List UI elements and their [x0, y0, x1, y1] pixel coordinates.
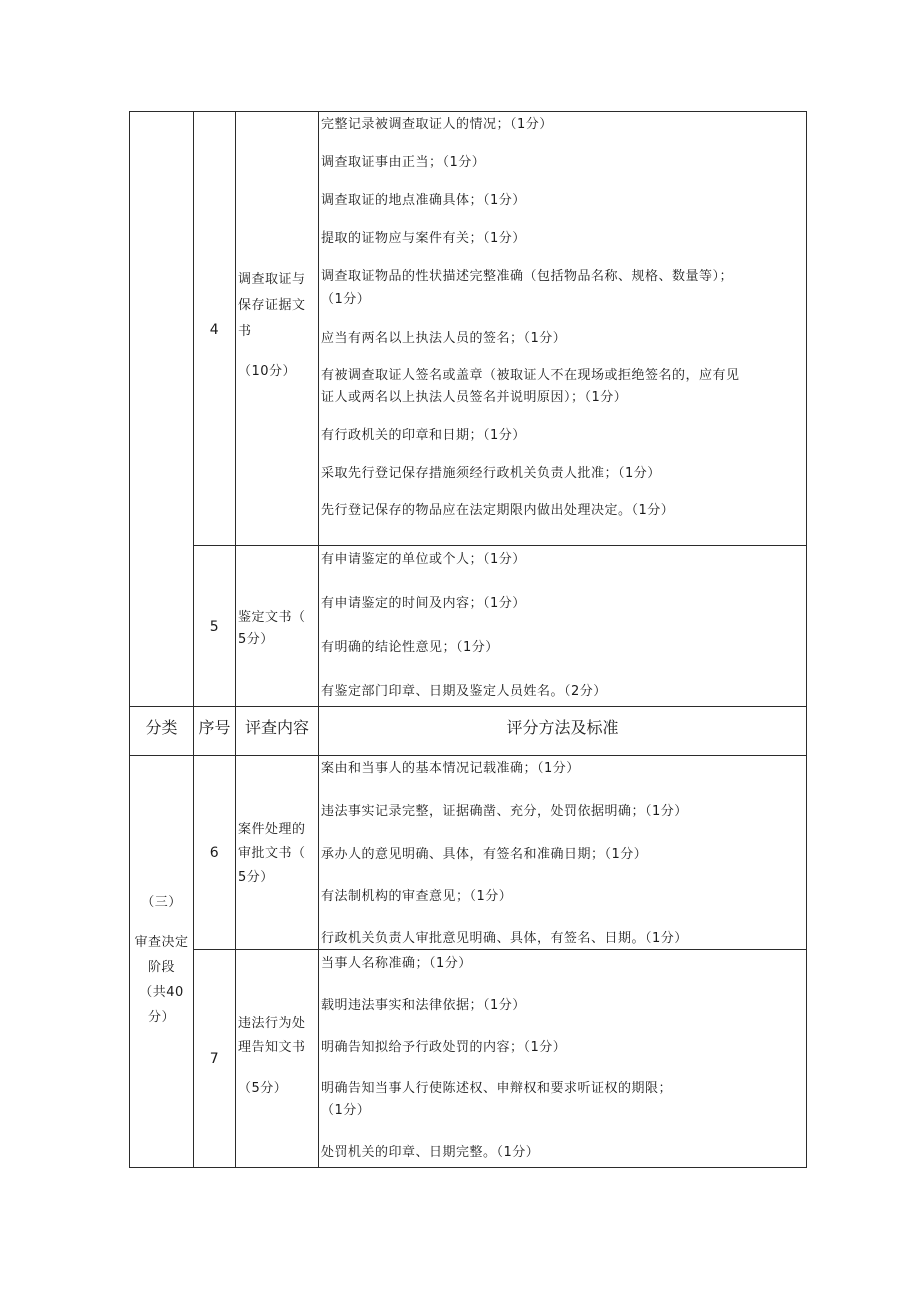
- category3-line1: （三）: [141, 895, 182, 910]
- category-column-divider: [193, 111, 194, 1168]
- row5-content-line2: 5分）: [238, 632, 274, 647]
- category3-line4: （共40: [139, 985, 184, 1000]
- header-category: 分类: [145, 718, 178, 737]
- row4-criterion-7b: 证人或两名以上执法人员签名并说明原因）；（1分）: [321, 390, 628, 405]
- row5-seq: 5: [209, 619, 220, 635]
- row5-criterion-2: 有申请鉴定的时间及内容；（1分）: [321, 596, 526, 611]
- row6-seq: 6: [209, 845, 220, 861]
- category3-line5: 分）: [147, 1010, 175, 1025]
- row7-criterion-5: 处罚机关的印章、日期完整。（1分）: [321, 1145, 540, 1160]
- header-content: 评查内容: [244, 718, 309, 737]
- row5-content-line1: 鉴定文书（: [238, 610, 306, 625]
- row7-content-line1: 违法行为处: [238, 1016, 306, 1031]
- header-seq: 序号: [198, 718, 231, 737]
- header-criteria: 评分方法及标准: [506, 718, 619, 737]
- row6-criterion-3: 承办人的意见明确、具体，有签名和准确日期；（1分）: [321, 847, 648, 862]
- row4-content-line2: 保存证据文: [238, 298, 306, 313]
- row-divider-4-5: [193, 545, 807, 546]
- row4-criterion-4: 提取的证物应与案件有关；（1分）: [321, 231, 526, 246]
- row4-criterion-8: 有行政机关的印章和日期；（1分）: [321, 428, 526, 443]
- row6-content-line1: 案件处理的: [238, 822, 306, 837]
- row5-criterion-3: 有明确的结论性意见；（1分）: [321, 640, 499, 655]
- row7-criterion-1: 当事人名称准确；（1分）: [321, 956, 472, 971]
- row7-criterion-4a: 明确告知当事人行使陈述权、申辩权和要求听证权的期限；: [321, 1081, 673, 1096]
- row4-criterion-5a: 调查取证物品的性状描述完整准确（包括物品名称、规格、数量等）；: [321, 269, 734, 284]
- header-bottom-border: [129, 755, 807, 756]
- row7-seq: 7: [209, 1051, 220, 1067]
- row5-criterion-1: 有申请鉴定的单位或个人；（1分）: [321, 552, 526, 567]
- row6-criterion-5: 行政机关负责人审批意见明确、具体，有签名、日期。（1分）: [321, 931, 688, 946]
- row6-criterion-1: 案由和当事人的基本情况记载准确；（1分）: [321, 761, 580, 776]
- row7-content-points: （5分）: [238, 1081, 288, 1096]
- row4-criterion-1: 完整记录被调查取证人的情况；（1分）: [321, 117, 553, 132]
- row4-criterion-3: 调查取证的地点准确具体；（1分）: [321, 193, 526, 208]
- category3-line2: 审查决定: [134, 935, 189, 950]
- content-column-divider: [318, 111, 319, 1168]
- row4-criterion-10: 先行登记保存的物品应在法定期限内做出处理决定。（1分）: [321, 503, 675, 518]
- header-top-border: [129, 706, 807, 707]
- row6-criterion-2: 违法事实记录完整，证据确凿、充分，处罚依据明确；（1分）: [321, 804, 688, 819]
- row4-content-line1: 调查取证与: [238, 272, 306, 287]
- table-top-border: [129, 111, 807, 112]
- row4-content-line3: 书: [238, 324, 252, 339]
- row7-criterion-4b: （1分）: [321, 1103, 371, 1118]
- seq-column-divider: [235, 111, 236, 1168]
- row6-content-line2: 审批文书（: [238, 846, 306, 861]
- row4-content-points: （10分）: [238, 364, 297, 379]
- row4-criterion-5b: （1分）: [321, 292, 371, 307]
- row4-criterion-9: 采取先行登记保存措施须经行政机关负责人批准；（1分）: [321, 466, 661, 481]
- row6-criterion-4: 有法制机构的审查意见；（1分）: [321, 889, 513, 904]
- row-divider-6-7: [193, 949, 807, 950]
- row7-content-line2: 理告知文书: [238, 1040, 306, 1055]
- category3-line3: 阶段: [147, 960, 175, 975]
- row4-criterion-6: 应当有两名以上执法人员的签名；（1分）: [321, 331, 567, 346]
- row7-criterion-2: 载明违法事实和法律依据；（1分）: [321, 998, 526, 1013]
- row4-seq: 4: [209, 322, 220, 338]
- row4-criterion-2: 调查取证事由正当；（1分）: [321, 155, 486, 170]
- row4-criterion-7a: 有被调查取证人签名或盖章（被取证人不在现场或拒绝签名的，应有见: [321, 368, 740, 383]
- row5-criterion-4: 有鉴定部门印章、日期及鉴定人员姓名。（2分）: [321, 684, 607, 699]
- table-bottom-border: [129, 1167, 807, 1168]
- row7-criterion-3: 明确告知拟给予行政处罚的内容；（1分）: [321, 1040, 567, 1055]
- row6-content-line3: 5分）: [238, 870, 274, 885]
- table-right-border: [806, 111, 807, 1168]
